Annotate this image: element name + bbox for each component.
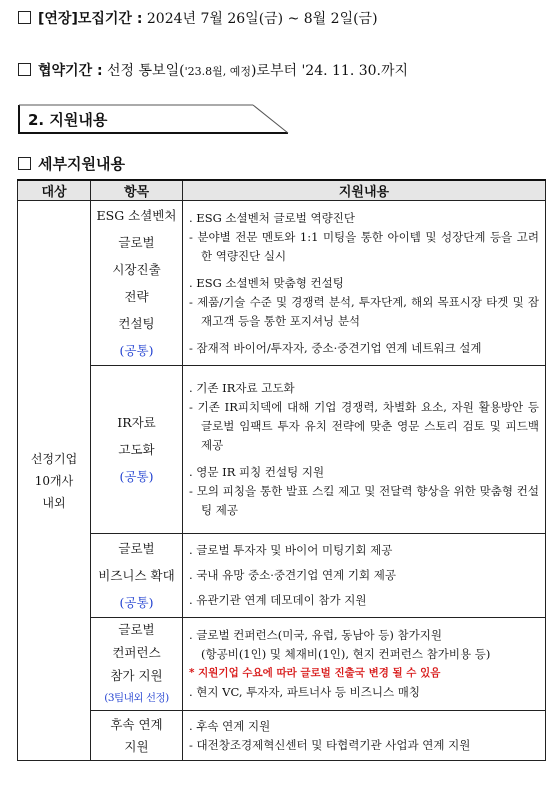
content-bullet: . ESG 소셜벤처 맞춤형 컨설팅: [189, 275, 344, 290]
subsection-line: [18, 153, 125, 174]
item-line: 후속 연계: [110, 716, 163, 732]
target-line: 10개사: [34, 473, 74, 488]
item-line: 컨설팅: [118, 316, 155, 331]
content-bullet: . 글로벌 컨퍼런스(미국, 유럽, 동남아 등) 참가지원: [189, 628, 442, 642]
target-cell: [18, 201, 91, 761]
content-bullet: . 유관기관 연계 데모데이 참가 지원: [189, 593, 367, 607]
recruit-value: 2024년 7월 26일(금) ~ 8월 2일(금): [146, 11, 378, 27]
item-line: 지원: [124, 738, 149, 754]
header-content: 지원내용: [183, 180, 546, 201]
common-tag: (공통): [119, 469, 154, 484]
common-tag: (공통): [119, 343, 154, 358]
table-header-row: [18, 180, 546, 201]
content-sub: (항공비(1인) 및 체재비(1인), 현지 컨퍼런스 참가비용 등): [201, 647, 491, 661]
recruit-label: [연장]모집기간 :: [38, 11, 143, 27]
table-row: [18, 711, 546, 761]
content-bullet: - 잠재적 바이어/투자자, 중소·중견기업 연계 네트워크 설계: [189, 340, 482, 355]
content-bullet: . 영문 IR 피칭 컨설팅 지원: [189, 465, 325, 479]
content-cell: [183, 366, 546, 534]
checkbox-square-icon: [18, 11, 31, 24]
item-line: 글로벌: [118, 235, 155, 250]
header-item: 항목: [91, 180, 183, 201]
content-sub: - 제품/기술 수준 및 경쟁력 분석, 투자단계, 해외 목표시장 타겟 및 잠재고객 등을 통한 포지셔닝 분석: [189, 294, 539, 328]
checkbox-square-icon: [18, 63, 31, 76]
content-cell: [183, 618, 546, 711]
recruit-period-line: [18, 8, 378, 28]
item-cell: [91, 366, 183, 534]
agreement-note: '23.8월, 예정: [184, 65, 251, 78]
agreement-period-line: [18, 60, 408, 80]
table-row: [18, 201, 546, 366]
item-cell: [91, 711, 183, 761]
table-row: [18, 618, 546, 711]
content-sub: - 대전창조경제혁신센터 및 타협력기관 사업과 연계 지원: [189, 737, 471, 752]
content-bullet: . ESG 소셜벤처 글로벌 역량진단: [189, 210, 355, 225]
item-line: 시장진출: [112, 262, 161, 277]
item-line: 비즈니스 확대: [98, 568, 175, 583]
content-sub: - 분야별 전문 멘토와 1:1 미팅을 통한 아이템 및 성장단계 등을 고려한 역량진단 실시: [189, 229, 539, 263]
checkbox-square-icon: [18, 157, 31, 170]
item-line: 고도화: [118, 442, 155, 457]
item-cell: [91, 618, 183, 711]
agreement-value-b: )로부터 '24. 11. 30.까지: [250, 63, 409, 79]
item-line: ESG 소셜벤처: [96, 208, 177, 223]
support-table: [17, 179, 546, 761]
header-target: 대상: [18, 180, 91, 201]
item-line: IR자료: [117, 415, 156, 430]
common-tag: (공통): [119, 595, 154, 610]
content-cell: [183, 534, 546, 618]
table-row: [18, 534, 546, 618]
item-cell: [91, 534, 183, 618]
content-bullet: . 후속 연계 지원: [189, 718, 271, 733]
content-sub: - 기존 IR피치덱에 대해 기업 경쟁력, 차별화 요소, 자원 활용방안 등 글로벌 임팩트 투자 유치 전략에 맞춘 영문 스토리 검토 및 피드백 제공: [189, 400, 539, 452]
content-bullet: . 기존 IR자료 고도화: [189, 381, 295, 395]
subsection-title: 세부지원내용: [38, 155, 125, 173]
section-heading: [18, 104, 288, 134]
item-line: 글로벌: [118, 622, 155, 637]
item-line: 컨퍼런스: [112, 645, 161, 660]
table-row: [18, 366, 546, 534]
item-line: 글로벌: [118, 541, 155, 556]
content-bullet: . 현지 VC, 투자자, 파트너사 등 비즈니스 매칭: [189, 685, 420, 699]
agreement-value-a: 선정 통보일(: [107, 63, 185, 79]
item-cell: [91, 201, 183, 366]
content-cell: [183, 711, 546, 761]
item-line: 전략: [124, 289, 149, 304]
agreement-label: 협약기간 :: [38, 63, 103, 79]
target-line: 선정기업: [30, 451, 78, 466]
item-line: 참가 지원: [110, 668, 163, 683]
selection-tag: (3팀내외 선정): [104, 692, 169, 704]
notice-text: * 지원기업 수요에 따라 글로벌 진출국 변경 될 수 있음: [189, 667, 441, 679]
content-sub: - 모의 피칭을 통한 발표 스킬 제고 및 전달력 향상을 위한 맞춤형 컨설팅 제공: [189, 484, 539, 517]
section-title: 2. 지원내용: [28, 111, 108, 129]
content-bullet: . 국내 유망 중소·중견기업 연계 기회 제공: [189, 568, 396, 582]
target-line: 내외: [42, 495, 66, 510]
content-cell: [183, 201, 546, 366]
content-bullet: . 글로벌 투자자 및 바이어 미팅기회 제공: [189, 543, 393, 557]
